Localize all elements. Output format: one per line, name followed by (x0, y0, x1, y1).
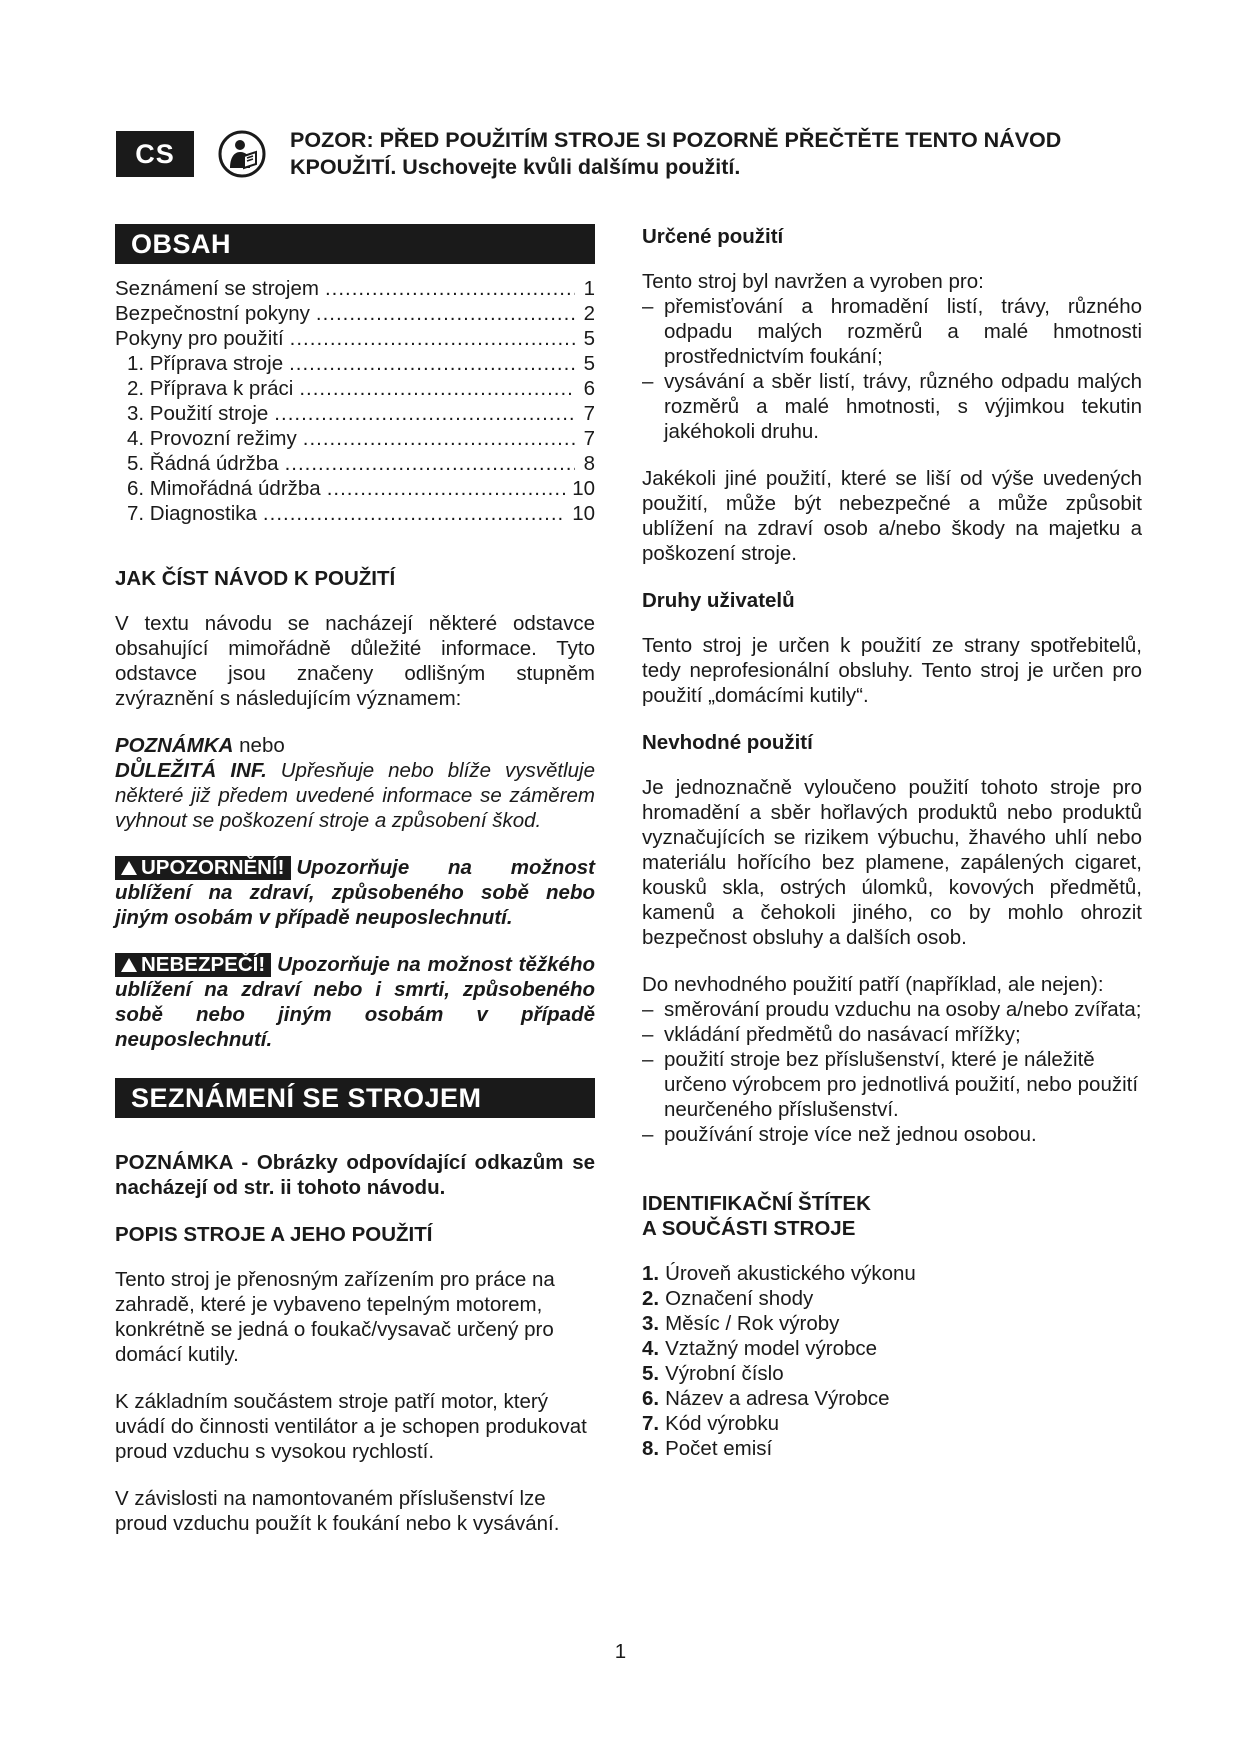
note-label: POZNÁMKA (115, 734, 234, 757)
toc-row[interactable] (115, 401, 595, 426)
toc-row[interactable] (115, 426, 595, 451)
intended-use-heading: Určené použití (642, 225, 784, 248)
toc-label: 1. Příprava stroje (127, 352, 284, 375)
toc-label: 2. Příprava k práci (127, 377, 294, 400)
description-paragraph-1: Tento stroj je přenosným zařízením pro práce na zahradě, které je vybaveno tepelným motorem, konkrétně se jedná o foukač/vysavač určený pro domácí kutily. (115, 1268, 555, 1366)
list-item: 7. Kód výrobku (642, 1412, 780, 1435)
toc-page: 7 (583, 427, 595, 450)
toc-page: 6 (583, 377, 595, 400)
toc-row[interactable] (115, 326, 595, 351)
figures-note: POZNÁMKA - Obrázky odpovídající odkazům se nacházejí od str. ii tohoto návodu. (115, 1151, 595, 1199)
toc-page: 5 (583, 352, 595, 375)
important-label: DŮLEŽITÁ INF. (115, 759, 267, 782)
toc-page: 1 (583, 277, 595, 300)
improper-use-heading: Nevhodné použití (642, 731, 813, 754)
toc-row[interactable] (115, 276, 595, 301)
language-badge: CS (116, 131, 194, 177)
danger-text: Upozorňuje na možnost těžkého ublížení na zdraví nebo i smrti, způsobeného sobě nebo jiným osobám v případě neuposlechnutí. (115, 953, 595, 1051)
description-heading: POPIS STROJE A JEHO POUŽITÍ (115, 1223, 433, 1246)
toc-page: 8 (583, 452, 595, 475)
toc-title: OBSAH (115, 224, 595, 264)
list-item: 5. Výrobní číslo (642, 1362, 784, 1385)
list-item: 4. Vztažný model výrobce (642, 1337, 878, 1360)
list-item: 2. Označení shody (642, 1287, 814, 1310)
ident-list (642, 1261, 1142, 1461)
important-text: Upřesňuje nebo blíže vysvětluje některé již předem uvedené informace se záměrem vyhnout se poškození stroje a způsobení škod. (115, 759, 595, 832)
ident-heading-line-2: A SOUČÁSTI STROJE (642, 1217, 856, 1240)
list-item: – přemisťování a hromadění listí, trávy, různého odpadu malých rozměrů a malé hmotnosti prostřednictvím foukání; (642, 295, 1142, 368)
warning-line-1: POZOR: PŘED POUŽITÍM STROJE SI POZORNĚ PŘEČTĚTE TENTO NÁVOD (290, 128, 1062, 152)
toc-label: 4. Provozní režimy (127, 427, 297, 450)
toc-label: Pokyny pro použití (115, 327, 284, 350)
description-paragraph-3: V závislosti na namontovaném příslušenství lze proud vzduchu použít k foukání nebo k vysávání. (115, 1487, 560, 1535)
warning-definition (115, 855, 595, 930)
list-item: 6. Název a adresa Výrobce (642, 1387, 890, 1410)
warning-text: Upozorňuje na možnost ublížení na zdraví, způsobeného sobě nebo jiným osobám v případě neuposlechnutí. (115, 856, 595, 929)
toc-page: 5 (583, 327, 595, 350)
read-manual-icon (218, 130, 266, 178)
list-item: – použití stroje bez příslušenství, které je náležitě určeno výrobcem pro jednotlivá použití, nebo použití neurčeného příslušenství. (642, 1048, 1139, 1121)
toc-label: 5. Řádná údržba (127, 452, 279, 475)
intended-use-list (642, 294, 1142, 444)
list-item: – vysávání a sběr listí, trávy, různého odpadu malých rozměrů a malé hmotnosti, s výjimkou tekutin jakéhokoli druhu. (642, 370, 1142, 443)
left-column (115, 224, 595, 1536)
list-item: – vkládání předmětů do nasávací mřížky; (642, 1023, 1021, 1046)
page-number: 1 (614, 1640, 627, 1663)
note-definition (115, 733, 595, 758)
users-heading: Druhy uživatelů (642, 589, 795, 612)
improper-use-list (642, 997, 1142, 1147)
warning-line-2: KPOUŽITÍ. Uschovejte kvůli dalšímu použití. (290, 155, 741, 179)
danger-triangle-icon (121, 958, 137, 972)
list-item: 1. Úroveň akustického výkonu (642, 1262, 916, 1285)
toc-page: 2 (583, 302, 595, 325)
toc-row[interactable] (115, 451, 595, 476)
how-to-read-intro: V textu návodu se nacházejí některé odstavce obsahující mimořádně důležité informace. Tyto odstavce jsou značeny odlišným stupněm zvýraznění s následujícím významem: (115, 612, 595, 710)
list-item: – směrování proudu vzduchu na osoby a/nebo zvířata; (642, 998, 1142, 1021)
warning-triangle-icon (121, 861, 137, 875)
important-definition (115, 758, 595, 833)
toc-page: 10 (572, 502, 595, 525)
users-paragraph: Tento stroj je určen k použití ze strany spotřebitelů, tedy neprofesionální obsluhy. Tento stroj je určen pro použití „domácími kutily“. (642, 634, 1142, 707)
list-item: 8. Počet emisí (642, 1437, 773, 1460)
warning-badge: UPOZORNĚNÍ! (115, 856, 291, 880)
list-item: 3. Měsíc / Rok výroby (642, 1312, 840, 1335)
toc-row[interactable] (115, 501, 595, 526)
intended-use-intro: Tento stroj byl navržen a vyroben pro: (642, 270, 984, 293)
toc-label: 3. Použití stroje (127, 402, 269, 425)
ident-heading-line-1: IDENTIFIKAČNÍ ŠTÍTEK (642, 1192, 871, 1215)
other-use-paragraph: Jakékoli jiné použití, které se liší od výše uvedených použití, může být nebezpečné a může způsobit ublížení na zdraví osob a/nebo škody na majetku a poškození stroje. (642, 467, 1142, 565)
improper-use-paragraph-2: Do nevhodného použití patří (například, ale nejen): (642, 973, 1104, 996)
toc-row[interactable] (115, 476, 595, 501)
toc-row[interactable] (115, 351, 595, 376)
toc-row[interactable] (115, 376, 595, 401)
toc-page: 7 (583, 402, 595, 425)
danger-badge: NEBEZPEČÍ! (115, 953, 271, 977)
list-item: – používání stroje více než jednou osobou. (642, 1123, 1037, 1146)
toc-label: 7. Diagnostika (127, 502, 257, 525)
toc-label: 6. Mimořádná údržba (127, 477, 321, 500)
read-manual-warning (290, 127, 1110, 181)
improper-use-paragraph-1: Je jednoznačně vyloučeno použití tohoto stroje pro hromadění a sběr hořlavých produktů nebo produktů vyznačujících se rizikem výbuchu, žhavého uhlí nebo materiálu hořícího bez plamene, zapálených cigaret, kousků skla, ostrých úlomků, kovových předmětů, kamenů a čehokoli jiného, co by mohlo ohrozit bezpečnost obsluhy a dalších osob. (642, 776, 1142, 949)
toc-label: Bezpečnostní pokyny (115, 302, 310, 325)
danger-definition (115, 952, 595, 1052)
intro-section-title: SEZNÁMENÍ SE STROJEM (115, 1078, 595, 1118)
right-column (642, 224, 1142, 1461)
toc-page: 10 (572, 477, 595, 500)
note-or: nebo (239, 734, 285, 757)
toc-row[interactable] (115, 301, 595, 326)
how-to-read-heading: JAK ČÍST NÁVOD K POUŽITÍ (115, 567, 396, 590)
table-of-contents (115, 276, 595, 526)
toc-label: Seznámení se strojem (115, 277, 319, 300)
description-paragraph-2: K základním součástem stroje patří motor, který uvádí do činnosti ventilátor a je schopen produkovat proud vzduchu s vysokou rychlostí. (115, 1390, 587, 1463)
